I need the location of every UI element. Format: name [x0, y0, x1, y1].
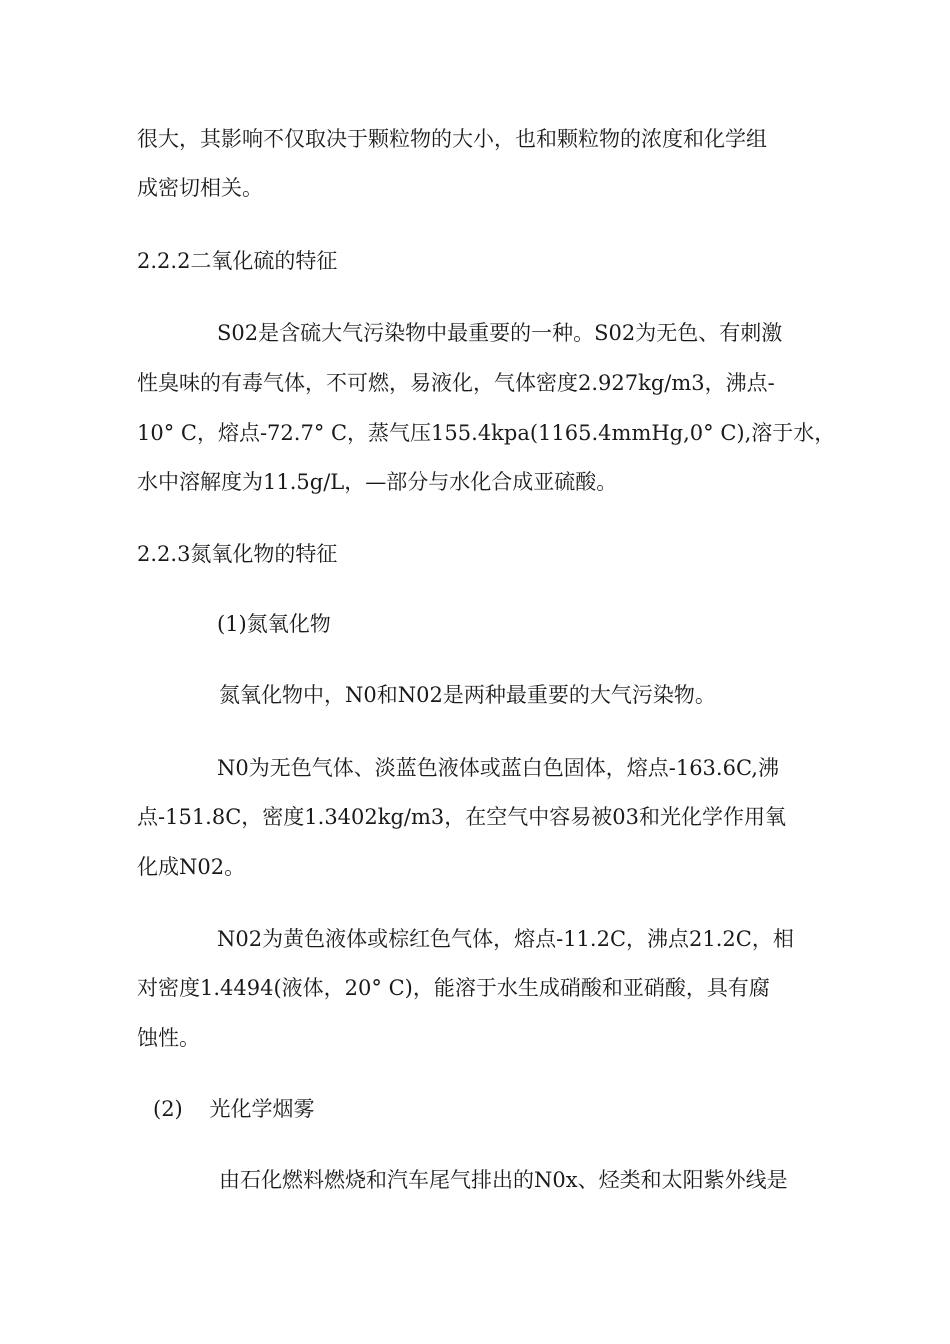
body-text-line: 10° C，熔点-72.7° C，蒸气压155.4kpa(1165.4mmHg,0° C),溶于水， — [137, 421, 836, 445]
body-text-line: 化成N02。 — [137, 855, 246, 879]
subsection-heading: (1)氮氧化物 — [217, 612, 331, 636]
subsection-heading: (2) 光化学烟雾 — [153, 1097, 315, 1121]
body-text-line: 由石化燃料燃烧和汽车尾气排出的N0x、烃类和太阳紫外线是 — [219, 1168, 788, 1192]
section-heading: 2.2.2二氧化硫的特征 — [137, 249, 338, 273]
body-text-line: S02是含硫大气污染物中最重要的一种。S02为无色、有刺激 — [217, 321, 783, 345]
body-text-line: 水中溶解度为11.5g/L，—部分与水化合成亚硫酸。 — [137, 470, 618, 494]
body-text-line: N0为无色气体、淡蓝色液体或蓝白色固体，熔点-163.6C,沸 — [217, 756, 779, 780]
body-text-line: 氮氧化物中，N0和N02是两种最重要的大气污染物。 — [219, 683, 716, 707]
body-text-line: 很大，其影响不仅取决于颗粒物的大小，也和颗粒物的浓度和化学组 — [137, 127, 767, 151]
body-text-line: 成密切相关。 — [137, 176, 263, 200]
body-text-line: 对密度1.4494(液体，20° C)，能溶于水生成硝酸和亚硝酸，具有腐 — [137, 976, 770, 1000]
body-text-line: 蚀性。 — [137, 1026, 200, 1050]
body-text-line: N02为黄色液体或棕红色气体，熔点-11.2C，沸点21.2C，相 — [217, 927, 794, 951]
body-text-line: 点-151.8C，密度1.3402kg/m3，在空气中容易被03和光化学作用氧 — [137, 805, 786, 829]
section-heading: 2.2.3氮氧化物的特征 — [137, 542, 338, 566]
body-text-line: 性臭味的有毒气体，不可燃，易液化，气体密度2.927kg/m3，沸点- — [137, 371, 775, 395]
